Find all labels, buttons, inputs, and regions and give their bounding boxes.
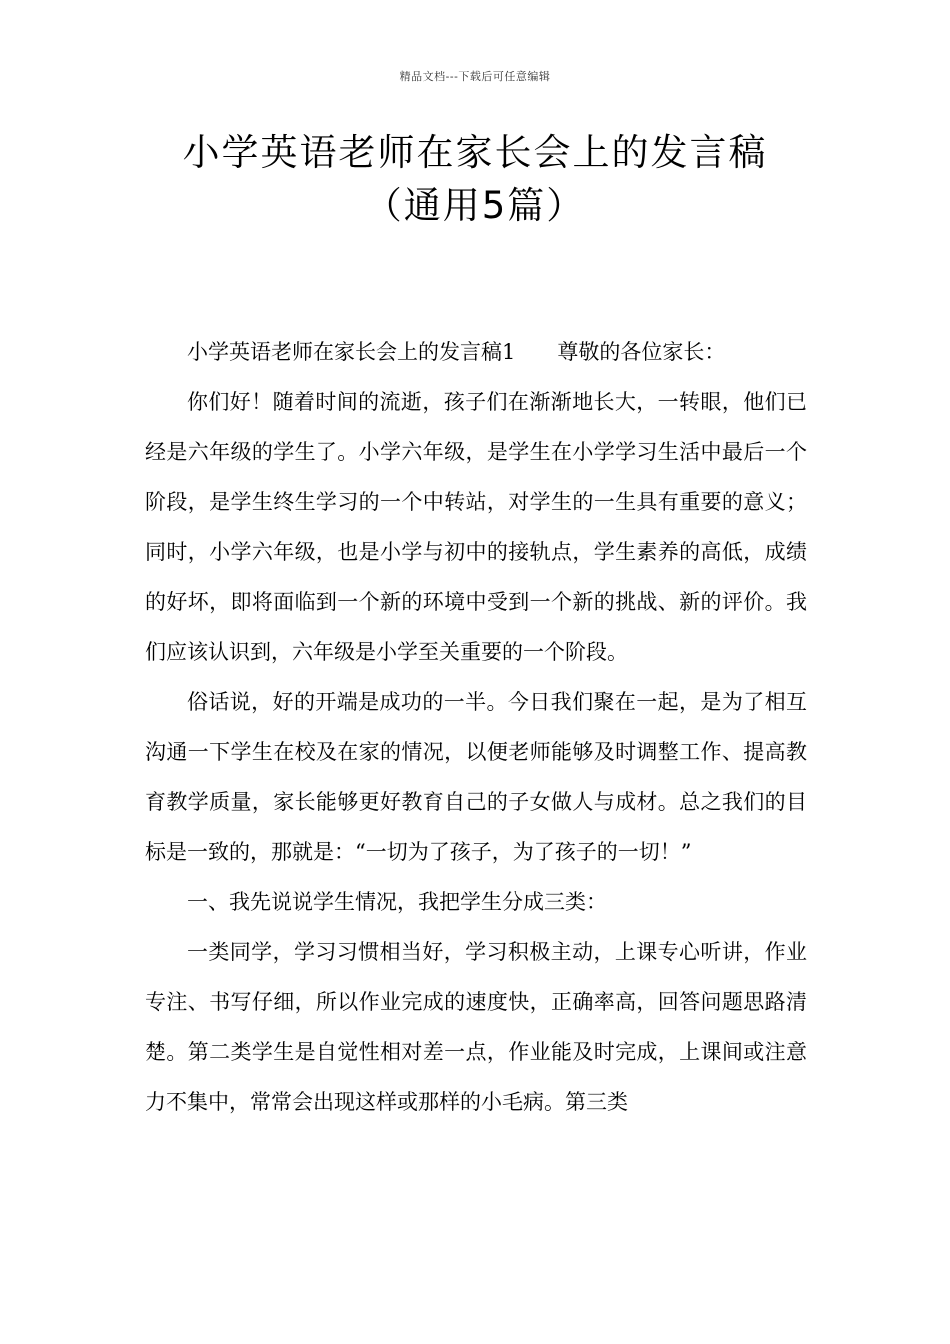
greeting: 尊敬的各位家长：: [557, 340, 726, 364]
paragraph-4: 一类同学，学习习惯相当好，学习积极主动，上课专心听讲，作业专注、书写仔细，所以作业完成的速度快，正确率高，回答问题思路清楚。第二类学生是自觉性相对差一点，作业能及时完成，上课间或注意力不集中，常常会出现这样或那样的小毛病。第三类: [145, 940, 807, 1114]
header-note: 精品文档---下载后可任意编辑: [399, 70, 551, 83]
paragraph-2: 俗话说，好的开端是成功的一半。今日我们聚在一起，是为了相互沟通一下学生在校及在家的情况，以便老师能够及时调整工作、提高教育教学质量，家长能够更好教育自己的子女做人与成材。总之我们的目标是一致的，那就是：“一切为了孩子，为了孩子的一切！”: [145, 690, 807, 864]
paragraph-3: 一、我先说说学生情况，我把学生分成三类：: [187, 890, 607, 914]
intro-line: [145, 327, 807, 377]
document-title: 小学英语老师在家长会上的发言稿（通用5篇）: [182, 131, 768, 227]
document-body: [145, 327, 807, 1127]
section-title: 小学英语老师在家长会上的发言稿1: [187, 340, 516, 364]
paragraph-1: 你们好！随着时间的流逝，孩子们在渐渐地长大，一转眼，他们已经是六年级的学生了。小学六年级，是学生在小学学习生活中最后一个阶段，是学生终生学习的一个中转站，对学生的一生具有重要的意义；同时，小学六年级，也是小学与初中的接轨点，学生素养的高低，成绩的好坏，即将面临到一个新的环境中受到一个新的挑战、新的评价。我们应该认识到，六年级是小学至关重要的一个阶段。: [145, 390, 807, 664]
